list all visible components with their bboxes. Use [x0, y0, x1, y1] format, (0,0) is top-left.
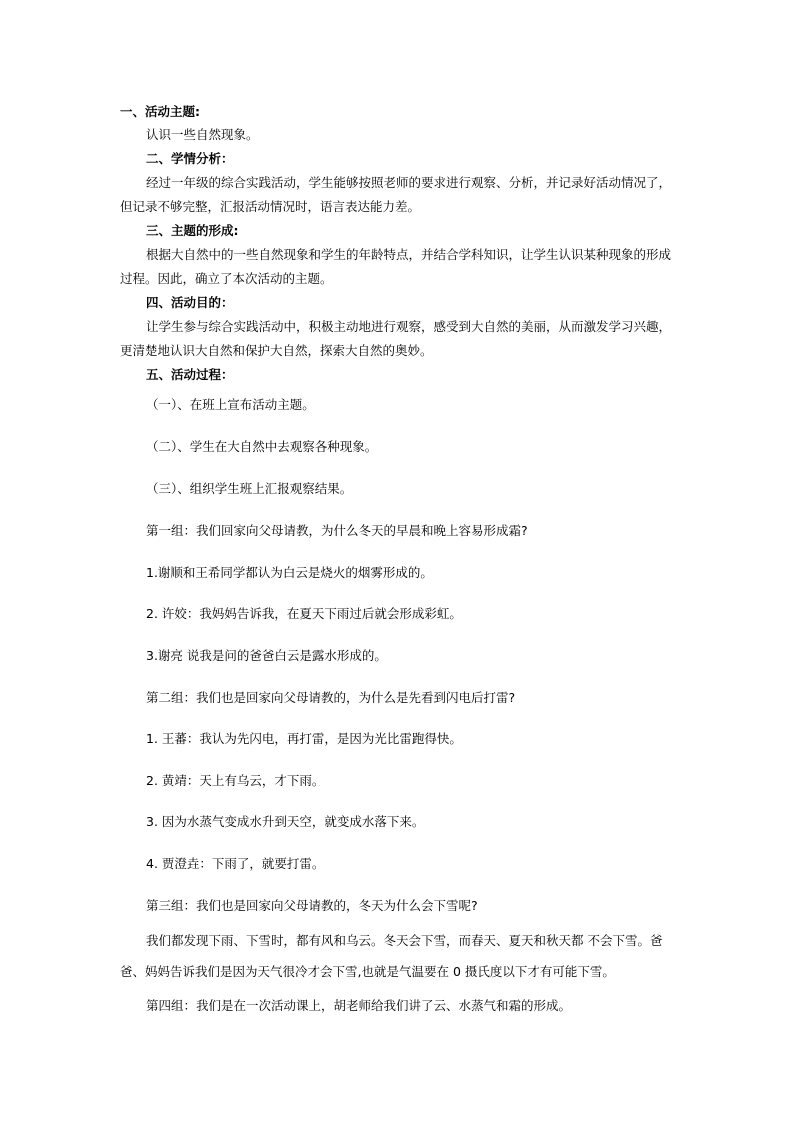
heading-activity-purpose: 四、活动目的： [146, 295, 234, 310]
heading-activity-process: 五、活动过程： [146, 367, 234, 382]
heading-theme-formation: 三、主题的形成: [146, 223, 239, 238]
analysis-line-1: 经过一年级的综合实践活动，学生能够按照老师的要求进行观察、分析，并记录好活动情况了， [146, 175, 672, 190]
group-1-answer-3: 3.谢亮 说我是问的爸爸白云是露水形成的。 [146, 648, 387, 663]
group-3-question: 第三组：我们也是回家向父母请教的，冬天为什么会下雪呢? [146, 898, 478, 913]
analysis-line-2: 但记录不够完整，汇报活动情况时，语言表达能力差。 [120, 199, 421, 214]
formation-line-1: 根据大自然中的一些自然现象和学生的年龄特点，并结合学科知识，让学生认识某种现象的形成 [146, 247, 672, 262]
group-3-answer-line-1: 我们都发现下雨、下雪时，都有风和乌云。冬天会下雪，而春天、夏天和秋天都 不会下雪。爸 [146, 933, 663, 948]
group-2-answer-1: 1. 王蕃：我认为先闪电，再打雷，是因为光比雷跑得快。 [146, 731, 462, 746]
heading-activity-theme: 一、活动主题: [120, 104, 200, 119]
process-step-1: （一）、在班上宣布活动主题。 [146, 397, 315, 412]
formation-line-2: 过程。因此，确立了本次活动的主题。 [120, 271, 333, 286]
group-1-question: 第一组：我们回家向父母请教，为什么冬天的早晨和晚上容易形成霜? [146, 523, 528, 538]
group-2-answer-4: 4. 贾澄垚：下雨了，就要打雷。 [146, 856, 325, 871]
group-1-answer-1: 1.谢顺和王希同学都认为白云是烧火的烟雾形成的。 [146, 565, 433, 580]
purpose-line-1: 让学生参与综合实践活动中，积极主动地进行观察，感受到大自然的美丽，从而激发学习兴趣， [146, 319, 672, 334]
group-3-answer-line-2: 爸、妈妈告诉我们是因为天气很冷才会下雪,也就是气温要在 0 摄氏度以下才有可能下雪。 [120, 964, 615, 979]
group-2-answer-2: 2. 黄靖：天上有乌云，才下雨。 [146, 773, 325, 788]
group-2-question: 第二组：我们也是回家向父母请教的，为什么是先看到闪电后打雷? [146, 690, 516, 705]
process-step-2: （二）、学生在大自然中去观察各种现象。 [146, 439, 378, 454]
process-step-3: （三）、组织学生班上汇报观察结果。 [146, 481, 353, 496]
purpose-line-2: 更清楚地认识大自然和保护大自然，探索大自然的奥妙。 [120, 343, 433, 358]
group-1-answer-2: 2. 许姣：我妈妈告诉我，在夏天下雨过后就会形成彩虹。 [146, 606, 462, 621]
group-4-statement: 第四组：我们是在一次活动课上，胡老师给我们讲了云、水蒸气和霜的形成。 [146, 998, 572, 1013]
theme-text: 认识一些自然现象。 [146, 127, 259, 142]
group-2-answer-3: 3. 因为水蒸气变成水升到天空，就变成水落下来。 [146, 814, 425, 829]
heading-learner-analysis: 二、学情分析： [146, 151, 234, 166]
